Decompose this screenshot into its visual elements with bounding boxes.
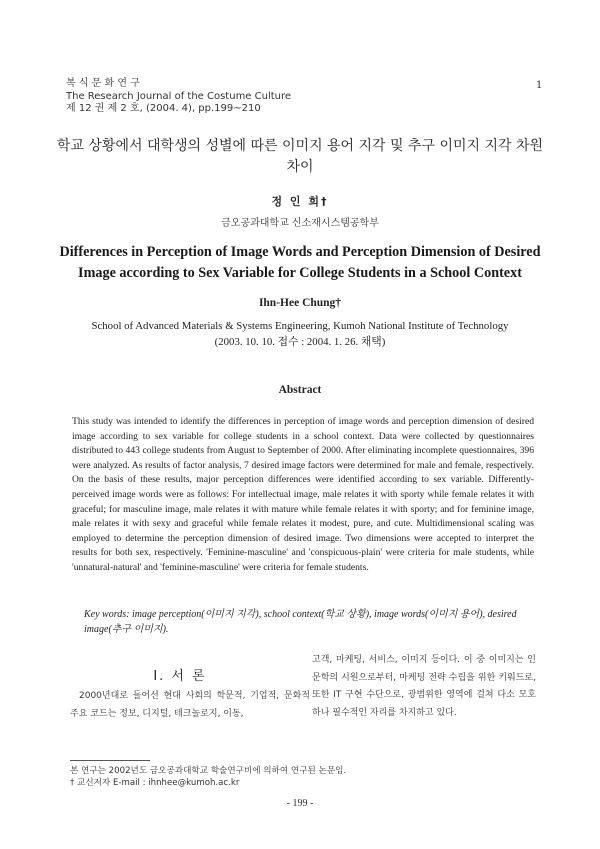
footnote-corresponding-author: † 교신저자 E-mail : ihnhee@kumoh.ac.kr [70,778,240,788]
author-korean: 정 인 희† [271,195,329,208]
footnotes [70,765,530,789]
journal-header [66,78,366,116]
affiliation-korean: 금오공과대학교 신소재시스템공학부 [221,218,379,229]
section-heading-introduction: Ⅰ. 서 론 [153,669,207,684]
abstract-text: This study was intended to identify the differences in perception of image words and perception dimension of desired image according to sex variable for college students in a school context. Data were collected by questionnaires distributed to 443 college students from August to September of 2000. After eliminating incomplete questionnaires, 396 were analyzed. As results of factor analysis, 7 desired image factors were determined for male and female, respectively. On the basis of these results, major perception differences were identified according to sex variable. Differently-perceived image words were as follows: For intellectual image, male relates it with sporty while female relates it with graceful; for masculine image, male relates it with mature while female relates it with sporty; and for feminine image, male relates it with sexy and graceful while female relates it modest, pure, and cute. Multidimensional scaling was employed to determine the perception dimension of desired image. Two dimensions were accepted to interpret the results for both sex, respectively. 'Feminine-masculine' and 'conspicuous-plain' were criteria for male students, while 'unnatural-natural' and 'feminine-masculine' were criteria for female students. [72,416,534,573]
keywords-text: image perception(이미지 지각), school context(학교 상황), image words(이미지 용어), desired image(추구 이미지). [84,609,517,635]
author-english: Ihn-Hee Chung† [258,297,342,309]
title-korean: 학교 상황에서 대학생의 성별에 따른 이미지 용어 지각 및 추구 이미지 지각 차원 차이 [56,138,544,175]
journal-name-korean: 복 식 문 화 연 구 [66,78,140,89]
body-text-right-column: 고객, 마케팅, 서비스, 이미지 등이다. 이 중 이미지는 인문학의 시원으로부터, 마케팅 전략 수립을 위한 키워드로, 또한 IT 구현 수단으로, 광범위한 영역에 걸쳐 다소 모호하나 필수적인 자리를 차지하고 있다. [312,655,536,718]
affiliation-block [40,318,560,350]
footnote-divider [70,760,150,761]
page-number-bottom: - 199 - [286,798,314,809]
keywords-label: Key words: [84,609,130,620]
journal-name-english: The Research Journal of the Costume Culture [66,90,292,102]
received-dates: (2003. 10. 10. 접수 : 2004. 1. 26. 채택) [214,336,386,348]
keywords [84,607,536,637]
title-english: Differences in Perception of Image Words and Perception Dimension of Desired Image according to Sex Variable for College Students in a School Context [59,244,541,281]
affiliation-english: School of Advanced Materials & Systems Engineering, Kumoh National Institute of Technology [91,320,509,332]
footnote-funding: 본 연구는 2002년도 금오공과대학교 학술연구비에 의하여 연구된 논문임. [70,766,347,776]
page-number-top: 1 [536,80,543,91]
body-text-left-column: 2000년대로 들어선 현대 사회의 학문적, 기업적, 문화적 주요 코드는 정보, 디지털, 테크놀로지, 이동, [70,691,310,719]
abstract-heading: Abstract [278,384,322,396]
journal-issue: 제 12 권 제 2 호, (2004. 4), pp.199∼210 [66,103,261,114]
